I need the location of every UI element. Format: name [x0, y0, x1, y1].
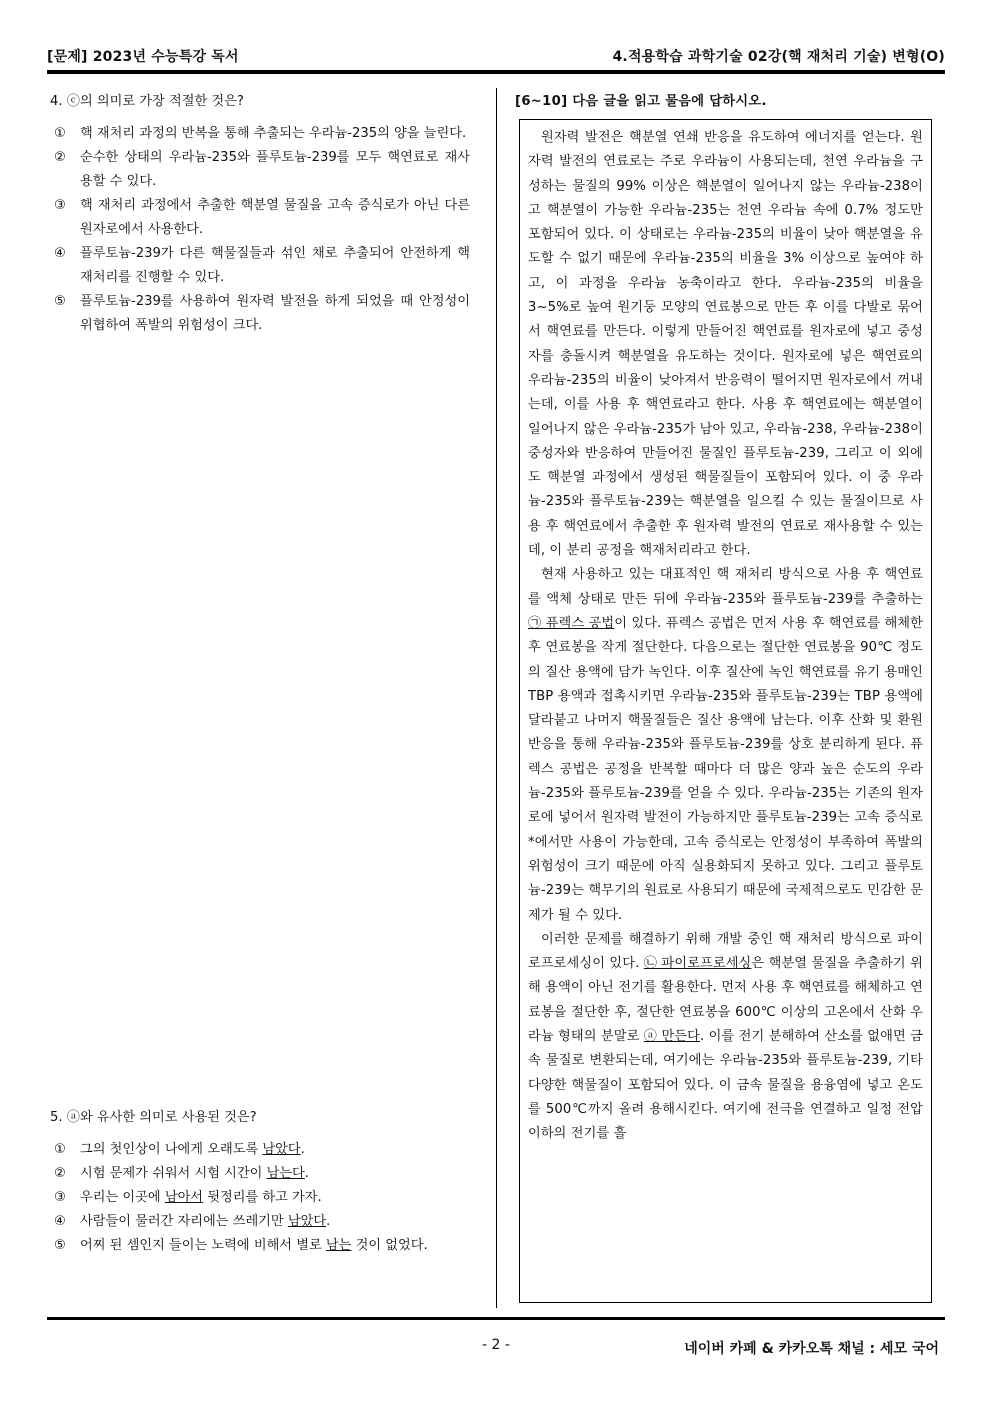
passage-paragraph-3: 이러한 문제를 해결하기 위해 개발 중인 핵 재처리 방식으로 파이로프로세싱이 있다. ㉡ 파이로프로세싱은 핵분열 물질을 추출하기 위해 용액이 아닌 전기를 활용한다. 먼저 사용 후 핵연료를 해체하고 연료봉을 절단한 후, 절단한 연료봉을 600℃ 이상의 고온에서 산화 우라늄 형태의 분말로 ⓐ 만든다. 이를 전기 분해하여 산소를 없애면 금속 물질로 변환되는데, 여기에는 우라늄-235와 플루토늄-239, 기타 다양한 핵물질이 포함되어 있다. 이 금속 물질을 용융염에 넣고 온도를 500℃까지 올려 용해시킨다. 여기에 전극을 연결하고 일정 전압 이하의 전기를 흘: [528, 931, 923, 1142]
passage-paragraph-1: 원자력 발전은 핵분열 연쇄 반응을 유도하여 에너지를 얻는다. 원자력 발전의 연료로는 주로 우라늄이 사용되는데, 천연 우라늄을 구성하는 물질의 99% 이상은 핵분열이 일어나지 않는 우라늄-238이고 핵분열이 가능한 우라늄-235는 천연 우라늄 속에 0.7% 정도만 포함되어 있다. 이 상태로는 우라늄-235의 비율이 낮아 핵분열을 유도할 수 없기 때문에 우라늄-235의 비율을 3% 이상으로 높여야 하고, 이 과정을 우라늄 농축이라고 한다. 우라늄-235의 비율을 3~5%로 높여 원기둥 모양의 연료봉으로 만든 후 이를 다발로 묶어서 핵연료를 만든다. 이렇게 만들어진 핵연료를 원자로에 넣고 중성자를 충돌시켜 핵분열을 유도하는 것이다. 원자로에 넣은 핵연료의 우라늄-235의 비율이 낮아져서 반응력이 떨어지면 원자로에서 꺼내는데, 이를 사용 후 핵연료라고 한다. 사용 후 핵연료에는 핵분열이 일어나지 않은 우라늄-235가 남아 있고, 우라늄-238, 우라늄-238이 중성자와 반응하여 만들어진 물질인 플루토늄-239, 그리고 이 외에도 핵분열 과정에서 생성된 핵물질들이 포함되어 있다. 이 중 우라늄-235와 플루토늄-239는 핵분열을 일으킬 수 있는 물질이므로 사용 후 핵연료에서 추출한 후 원자력 발전의 연료로 재사용할 수 있는데, 이 분리 공정을 핵재처리라고 한다.: [528, 130, 923, 559]
passage-section: [515, 92, 941, 120]
term-make: ⓐ 만든다: [643, 1028, 700, 1044]
passage-box: [519, 119, 932, 1303]
question-4: [50, 92, 470, 338]
choice-item: ① 그의 첫인상이 나에게 오래도록 남았다.: [54, 1142, 305, 1157]
passage-title: [6~10] 다음 글을 읽고 물음에 답하시오.: [515, 94, 767, 109]
choice-item: ④ 플루토늄-239가 다른 핵물질들과 섞인 채로 추출되어 안전하게 핵 재처리를 진행할 수 있다.: [54, 246, 470, 285]
choice-item: ④ 사람들이 물러간 자리에는 쓰레기만 남았다.: [54, 1214, 331, 1229]
term-pyroprocessing: ㉡ 파이로프로세싱: [643, 956, 752, 972]
term-purex: ㉠ 퓨렉스 공법: [528, 615, 615, 631]
column-divider: [496, 88, 497, 1308]
question-4-title: 4. ⓒ의 의미로 가장 적절한 것은?: [50, 94, 244, 109]
choice-item: ③ 우리는 이곳에 남아서 뒷정리를 하고 가자.: [54, 1190, 322, 1205]
choice-item: ② 시험 문제가 쉬워서 시험 시간이 남는다.: [54, 1166, 309, 1181]
page-number: - 2 -: [482, 1337, 510, 1353]
page-header: [47, 44, 945, 68]
choice-item: ③ 핵 재처리 과정에서 추출한 핵분열 물질을 고속 증식로가 아닌 다른 원자로에서 사용한다.: [54, 198, 470, 237]
header-left-title: [문제] 2023년 수능특강 독서: [47, 49, 239, 65]
footer-channel: 네이버 카페 & 카카오톡 채널 : 세모 국어: [684, 1341, 939, 1357]
footer-rule: [47, 1317, 945, 1320]
passage-paragraph-2: 현재 사용하고 있는 대표적인 핵 재처리 방식으로 사용 후 핵연료를 액체 상태로 만든 뒤에 우라늄-235와 플루토늄-239를 추출하는 ㉠ 퓨렉스 공법이 있다. 퓨렉스 공법은 먼저 사용 후 핵연료를 해체한 후 연료봉을 작게 절단한다. 다음으로는 절단한 연료봉을 90℃ 정도의 질산 용액에 담가 녹인다. 이후 질산에 녹인 핵연료를 유기 용매인 TBP 용액과 접촉시키면 우라늄-235와 플루토늄-239는 TBP 용액에 달라붙고 나머지 핵물질들은 질산 용액에 남는다. 이후 산화 및 환원 반응을 통해 우라늄-235와 플루토늄-239를 상호 분리하게 된다. 퓨렉스 공법은 공정을 반복할 때마다 더 많은 양과 높은 순도의 우라늄-235와 플루토늄-239를 얻을 수 있다. 우라늄-235는 기존의 원자로에 넣어서 원자력 발전이 가능하지만 플루토늄-239는 고속 증식로*에서만 사용이 가능한데, 고속 증식로는 안정성이 부족하여 폭발의 위험성이 크기 때문에 아직 실용화되지 못하고 있다. 그리고 플루토늄-239는 핵무기의 원료로 사용되기 때문에 국제적으로도 민감한 문제가 될 수 있다.: [528, 567, 923, 923]
question-5-title: 5. ⓐ와 유사한 의미로 사용된 것은?: [50, 1110, 257, 1125]
choice-item: ⑤ 어찌 된 셈인지 들이는 노력에 비해서 별로 남는 것이 없었다.: [54, 1238, 428, 1253]
header-rule: [47, 70, 945, 74]
choice-item: ⑤ 플루토늄-239를 사용하여 원자력 발전을 하게 되었을 때 안정성이 위협하여 폭발의 위험성이 크다.: [54, 294, 470, 333]
header-right-title: 4.적용학습 과학기술 02강(핵 재처리 기술) 변형(O): [612, 49, 945, 65]
choice-item: ② 순수한 상태의 우라늄-235와 플루토늄-239를 모두 핵연료로 재사용할 수 있다.: [54, 150, 470, 189]
choice-item: ① 핵 재처리 과정의 반복을 통해 추출되는 우라늄-235의 양을 늘린다.: [54, 126, 467, 141]
question-5: [50, 1108, 470, 1258]
